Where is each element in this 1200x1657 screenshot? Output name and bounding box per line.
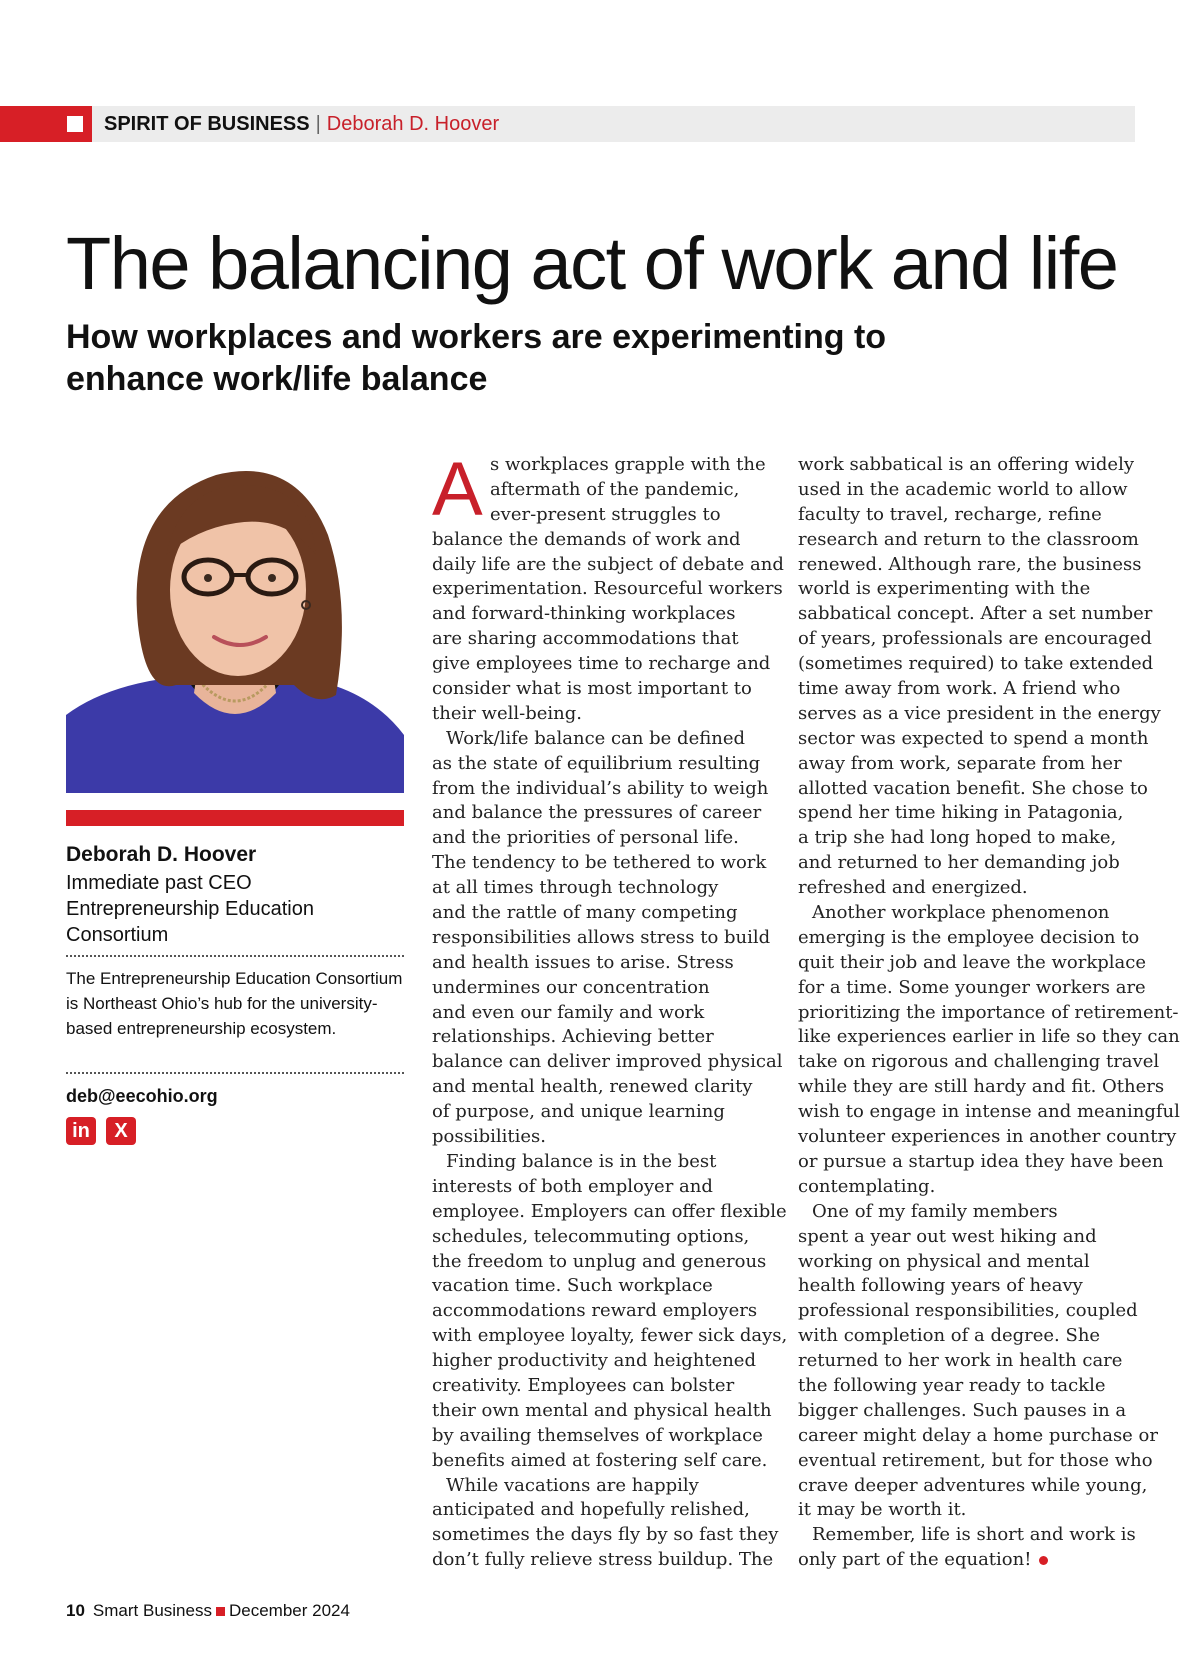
article-line: Another workplace phenomenon [812,902,1110,924]
article-line: while they are still hardy and fit. Others [798,1076,1165,1098]
article-line: or pursue a startup idea they have been [798,1150,1164,1172]
article-line: and health issues to arise. Stress [432,951,734,973]
article-line: the freedom to unplug and generous [432,1250,767,1272]
bio-name: Deborah D. Hoover [66,843,257,866]
article-line: wish to engage in intense and meaningful [798,1101,1180,1123]
article-line: interests of both employer and [432,1175,713,1197]
article-line: crave deeper adventures while young, [798,1474,1148,1496]
bio-description: The Entrepreneurship Education Consortium is Northeast Ohio’s hub for the university-based entrepreneurship ecosystem. [66,969,403,1038]
article-line: take on rigorous and challenging travel [798,1051,1160,1073]
article-line: with employee loyalty, fewer sick days, [432,1325,788,1347]
issue-date: December 2024 [228,1601,350,1620]
article-line: spent a year out west hiking and [798,1225,1097,1247]
header-author: Deborah D. Hoover [326,113,500,135]
article-line: work sabbatical is an offering widely [798,454,1135,475]
bio-role-line: Immediate past CEO [66,872,252,894]
article-line: Finding balance is in the best [446,1150,717,1172]
article-line: their well-being. [432,702,582,724]
author-photo [66,445,404,793]
article-line: it may be worth it. [798,1499,967,1521]
article-line: sabbatical concept. After a set number [798,603,1153,625]
article-subtitle: How workplaces and workers are experimenting to enhance work/life balance [66,318,887,398]
article-line: and mental health, renewed clarity [432,1076,753,1098]
page-number: 10 [66,1601,85,1620]
article-line: only part of the equation! [798,1548,1143,1573]
article-line: give employees time to recharge and [432,653,771,675]
article-line: away from work, separate from her [798,752,1122,774]
article-line: ever-present struggles to [490,503,721,525]
article-line: The tendency to be tethered to work [432,852,767,874]
article-line: vacation time. Such workplace [432,1275,713,1297]
publication-name: Smart Business [92,1601,212,1620]
article-line: relationships. Achieving better [432,1026,714,1048]
article-column-1 [432,447,788,1573]
article-line: working on physical and mental [798,1250,1090,1272]
article-line: professional responsibilities, coupled [798,1300,1138,1322]
article-line: aftermath of the pandemic, [490,478,740,500]
article-line: schedules, telecommuting options, [432,1225,750,1247]
linkedin-icon[interactable]: in [66,1117,96,1145]
article-line: a trip she had long hoped to make, [798,827,1117,849]
article-line: sector was expected to spend a month [798,727,1149,749]
article-line: eventual retirement, but for those who [798,1449,1153,1471]
article-line: renewed. Although rare, the business [798,553,1142,575]
dotted-divider [66,955,404,957]
article-line: and the rattle of many competing [432,902,738,924]
article-line: career might delay a home purchase or [798,1424,1158,1446]
article-line: volunteer experiences in another country [798,1126,1177,1148]
article-line: contemplating. [798,1175,936,1197]
article-line: accommodations reward employers [432,1300,758,1322]
header-accent-block [0,106,92,142]
article-line: balance can deliver improved physical [432,1051,783,1073]
article-line: for a time. Some younger workers are [798,976,1146,998]
article-line: balance the demands of work and [432,528,741,550]
article-line: spend her time hiking in Patagonia, [798,802,1124,824]
article-line: with completion of a degree. She [798,1325,1101,1347]
article-line: don’t fully relieve stress buildup. The [432,1549,774,1571]
bio-role-line: Consortium [66,924,169,946]
article-line: refreshed and energized. [798,877,1028,899]
article-line: and returned to her demanding job [798,852,1120,874]
article-line: of purpose, and unique learning [432,1101,725,1123]
author-email-link[interactable]: deb@eecohio.org [66,1086,218,1106]
article-column-2 [798,453,1180,1573]
article-line: higher productivity and heightened [432,1350,756,1372]
article-line: One of my family members [812,1200,1058,1222]
article-line: the following year ready to tackle [798,1374,1106,1396]
article-line: serves as a vice president in the energy [798,702,1161,724]
photo-red-rule [66,810,404,826]
article-line: sometimes the days fly by so fast they [432,1524,779,1546]
article-line: Remember, life is short and work is [812,1524,1136,1546]
article-line: allotted vacation benefit. She chose to [798,777,1148,799]
article-line: creativity. Employees can bolster [432,1374,735,1396]
article-line: bigger challenges. Such pauses in a [798,1399,1127,1421]
article-line: and even our family and work [432,1001,705,1023]
article-line: used in the academic world to allow [798,478,1128,500]
section-name: SPIRIT OF BUSINESS [104,113,310,135]
article-line: Work/life balance can be defined [446,727,746,749]
article-line: health following years of heavy [798,1275,1083,1297]
article-line: undermines our concentration [432,976,710,998]
article-line: world is experimenting with the [798,578,1091,600]
header-separator: | [315,113,321,135]
article-line: emerging is the employee decision to [798,926,1140,948]
article-line: anticipated and hopefully relished, [432,1499,750,1521]
article-line: at all times through technology [432,877,719,899]
article-line: like experiences earlier in life so they can [798,1026,1180,1048]
article-line: experimentation. Resourceful workers [432,578,783,600]
header-square-icon [67,116,83,132]
end-mark-icon [1039,1556,1048,1565]
article-title: The balancing act of work and life [66,222,1118,305]
article-line: are sharing accommodations that [432,628,739,650]
drop-cap: A [432,447,483,532]
article-line: and forward-thinking workplaces [432,603,736,625]
dotted-divider [66,1072,404,1074]
article-line: their own mental and physical health [432,1399,772,1421]
bio-role [66,870,396,948]
article-line: responsibilities allows stress to build [432,926,771,948]
article-line: returned to her work in health care [798,1350,1123,1372]
article-line: research and return to the classroom [798,528,1139,550]
header-text [104,106,499,142]
x-icon[interactable]: X [106,1117,136,1145]
article-line: (sometimes required) to take extended [798,653,1154,675]
article-line: consider what is most important to [432,678,752,700]
article-line: prioritizing the importance of retirement- [798,1001,1179,1023]
author-portrait-image [66,445,404,793]
article-line: benefits aimed at fostering self care. [432,1449,768,1471]
article-line: and the priorities of personal life. [432,827,739,849]
article-line: daily life are the subject of debate and [432,553,784,575]
article-line: time away from work. A friend who [798,678,1121,700]
page-footer [66,1601,350,1621]
article-line: employee. Employers can offer flexible [432,1200,787,1222]
article-line: of years, professionals are encouraged [798,628,1152,650]
article-line: faculty to travel, recharge, refine [798,503,1102,525]
footer-square-icon [216,1607,225,1616]
article-line: and balance the pressures of career [432,802,762,824]
article-line: While vacations are happily [446,1474,699,1496]
article-line: as the state of equilibrium resulting [432,752,761,774]
article-line: by availing themselves of workplace [432,1424,763,1446]
bio-role-line: Entrepreneurship Education [66,898,314,920]
article-line: possibilities. [432,1126,546,1148]
article-line: quit their job and leave the workplace [798,951,1147,973]
article-line: from the individual’s ability to weigh [432,777,769,799]
article-line: s workplaces grapple with the [490,454,766,475]
section-header-bar [0,106,1135,142]
